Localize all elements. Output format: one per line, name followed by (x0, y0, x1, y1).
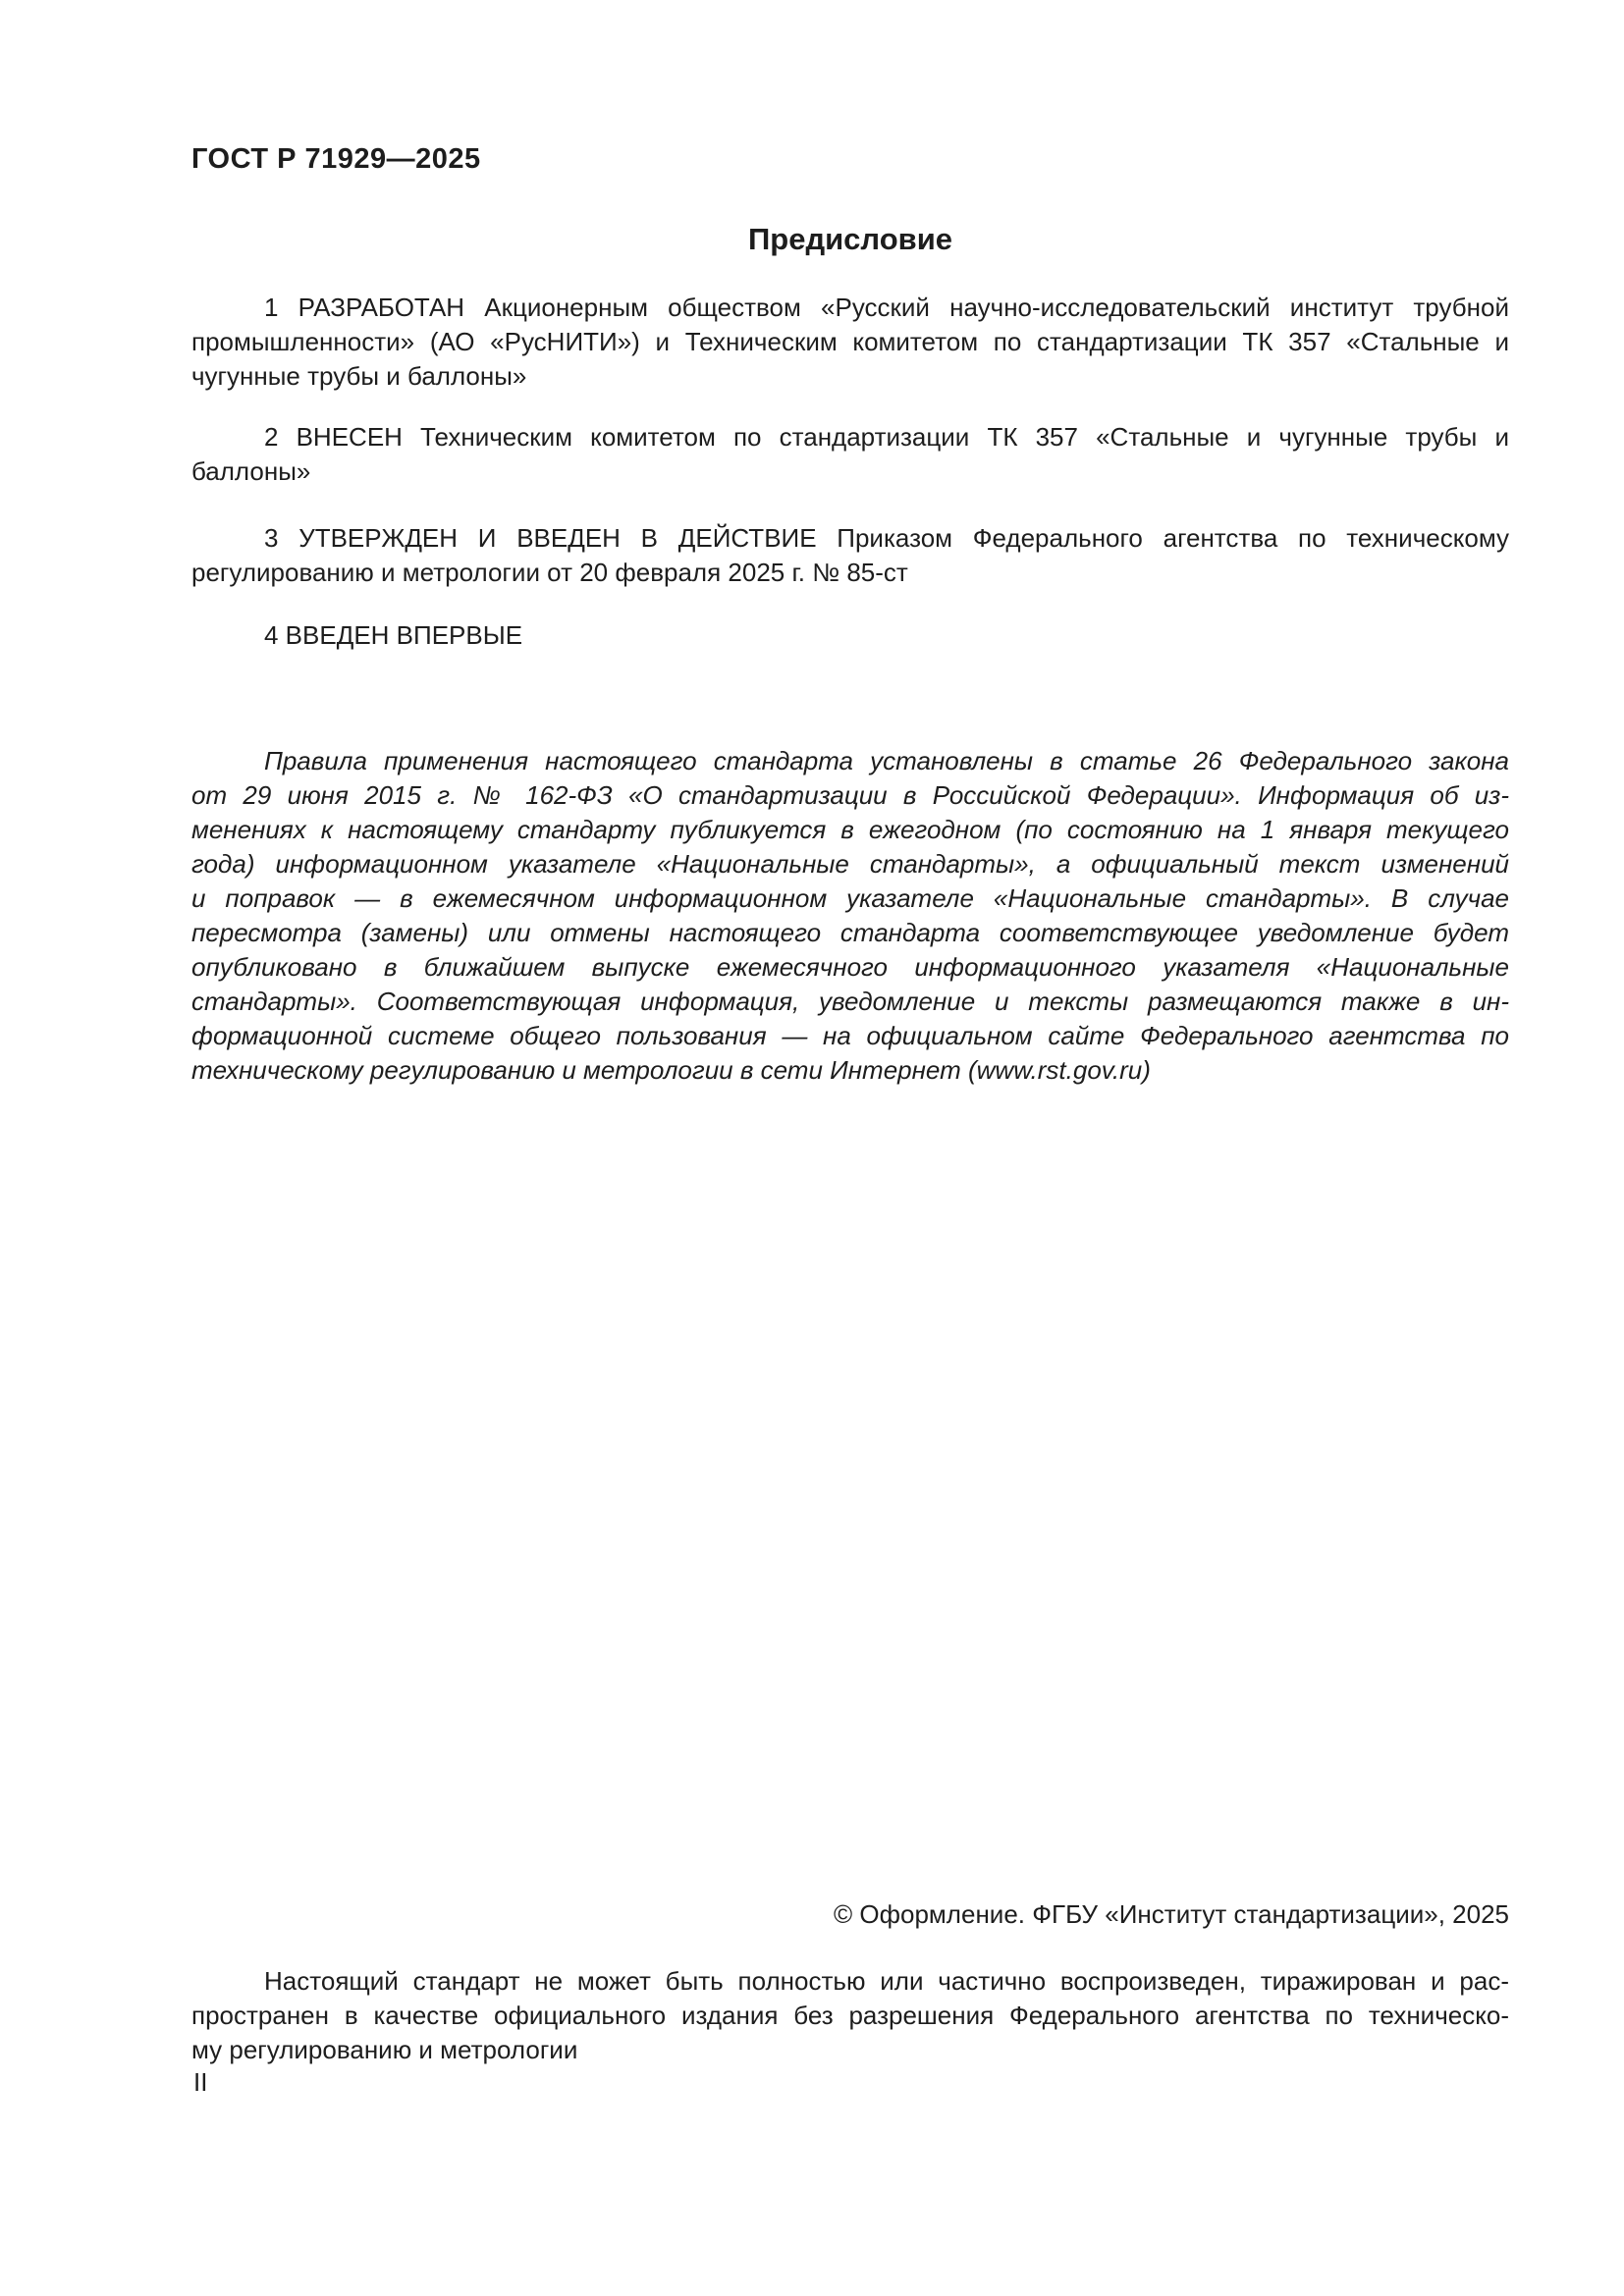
page-number: II (193, 2067, 208, 2097)
distribution-notice: Настоящий стандарт не может быть полностью или частично воспроизведен, тиражирован и рас- пространен в качестве официального издания без разрешения Федерального агентства по техническо- му регулированию и метрологии (191, 1966, 1509, 2064)
foreword-item-developed: 1 РАЗРАБОТАН Акционерным обществом «Русский научно-исследовательский институт трубной промышленности» (АО «РусНИТИ») и Техническим комитетом по стандартизации ТК 357 «Стальные и чугунные трубы и баллоны» (191, 293, 1509, 391)
foreword-item-submitted: 2 ВНЕСЕН Техническим комитетом по стандартизации ТК 357 «Стальные и чугунные трубы и баллоны» (191, 422, 1509, 486)
copyright-notice: © Оформление. ФГБУ «Институт стандартизации», 2025 (834, 1899, 1509, 1929)
foreword-item-first-edition: 4 ВВЕДЕН ВПЕРВЫЕ (264, 620, 523, 650)
page-title: Предисловие (747, 222, 952, 256)
foreword-item-approved: 3 УТВЕРЖДЕН И ВВЕДЕН В ДЕЙСТВИЕ Приказом Федерального агентства по техническому регулированию и метрологии от 20 февраля 2025 г. № 85-ст (191, 523, 1509, 587)
standard-code: ГОСТ Р 71929—2025 (191, 143, 481, 175)
legal-notice: Правила применения настоящего стандарта установлены в статье 26 Федерального закона от 29 июня 2015 г. № 162-ФЗ «О стандартизации в Российской Федерации». Информация об из- менениях к настоящему стандарту публикуется в ежегодном (по состоянию на 1 января текущего года) информационном указателе «Национальные стандарты», а официальный текст изменений и поправок — в ежемесячном информационном указателе «Национальные стандарты». В случае пересмотра (замены) или отмены настоящего стандарта соответствующее уведомление будет опубликовано в ближайшем выпуске ежемесячного информационного указателя «Национальные стандарты». Соответствующая информация, уведомление и тексты размещаются также в ин- формационной системе общего пользования — на официальном сайте Федерального агентства по техническому регулированию и метрологии в сети Интернет (www.rst.gov.ru) (191, 746, 1509, 1085)
